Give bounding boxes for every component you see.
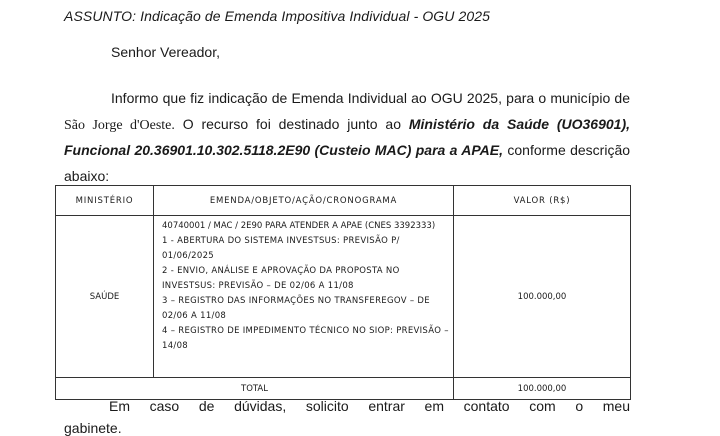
- table-row: [56, 216, 631, 378]
- object-code: 40740001 / MAC / 2E90 PARA ATENDER A APAE (CNES 3392333): [162, 221, 436, 231]
- total-label: TOTAL: [56, 378, 454, 400]
- paragraph-line-3: [64, 137, 630, 163]
- ministry-reference: Ministério da Saúde (UO36901),: [408, 116, 630, 132]
- cut-off-text: gabinete.: [64, 420, 122, 436]
- municipality-name: São Jorge d'Oeste.: [64, 118, 175, 133]
- subject-line: ASSUNTO: Indicação de Emenda Impositiva Individual - OGU 2025: [64, 8, 491, 24]
- funcional-reference: Funcional 20.36901.10.302.5118.2E90 (Custeio MAC) para a APAE,: [64, 142, 504, 158]
- greeting: Senhor Vereador,: [111, 44, 220, 60]
- paragraph-line-2: [64, 111, 630, 137]
- step-2: 2 - ENVIO, ANÁLISE E APROVAÇÃO DA PROPOSTA NO INVESTSUS: PREVISÃO – DE 02/06 A 11/08: [162, 266, 400, 291]
- object-cell: [154, 216, 454, 378]
- header-object: EMENDA/OBJETO/AÇÃO/CRONOGRAMA: [154, 186, 454, 216]
- closing-line: Em caso de dúvidas, solicito entrar em contato com o meu: [109, 398, 630, 414]
- step-3: 3 – REGISTRO DAS INFORMAÇÕES NO TRANSFEREGOV – DE 02/06 A 11/08: [162, 296, 430, 321]
- step-4: 4 – REGISTRO DE IMPEDIMENTO TÉCNICO NO SIOP: PREVISÃO – 14/08: [162, 326, 449, 351]
- paragraph-line-2-text: O recurso foi destinado junto ao: [182, 116, 401, 132]
- ministry-cell: SAÚDE: [56, 216, 154, 378]
- amendment-table: [55, 185, 631, 400]
- paragraph-line-3-text: conforme descrição: [507, 142, 631, 158]
- paragraph-line-1: [64, 85, 630, 111]
- header-value: VALOR (R$): [454, 186, 631, 216]
- paragraph-line-1-text: Informo que fiz indicação de Emenda Individual ao OGU 2025, para o município de: [111, 90, 630, 106]
- total-value: 100.000,00: [454, 378, 631, 400]
- paragraph-line-4: abaixo:: [64, 168, 110, 184]
- step-1: 1 - ABERTURA DO SISTEMA INVESTSUS: PREVISÃO P/ 01/06/2025: [162, 236, 400, 261]
- value-cell: 100.000,00: [454, 216, 631, 378]
- body-paragraph: [64, 85, 630, 189]
- header-ministry: MINISTÉRIO: [56, 186, 154, 216]
- total-row: [56, 378, 631, 400]
- table-header-row: [56, 186, 631, 216]
